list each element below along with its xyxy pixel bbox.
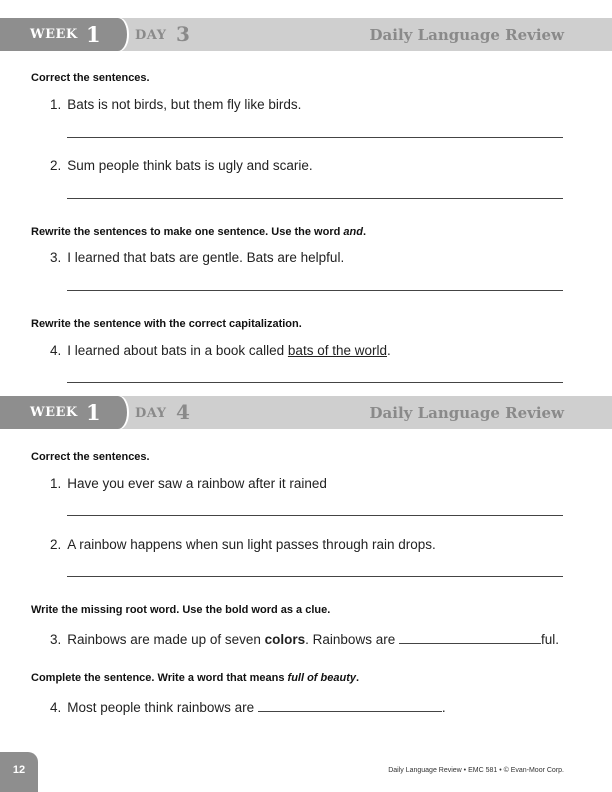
- fill-in-blank[interactable]: [399, 631, 541, 644]
- item-4: [50, 699, 446, 715]
- item-text: Rainbows are made up of seven: [67, 632, 265, 647]
- instruction-text: Rewrite the sentences to make one sentence. Use the word: [31, 226, 344, 238]
- instruction-keyword: full of beauty: [287, 672, 356, 684]
- item-text: I learned about bats in a book called: [67, 343, 288, 358]
- item-number: 2.: [50, 537, 62, 552]
- week-number: 1: [86, 400, 101, 425]
- answer-line[interactable]: [67, 198, 563, 199]
- day-label: DAY: [135, 28, 167, 43]
- answer-line[interactable]: [67, 290, 563, 291]
- item-number: 2.: [50, 158, 62, 173]
- week-label: WEEK: [30, 27, 78, 42]
- item-text: A rainbow happens when sun light passes through rain drops.: [67, 537, 436, 552]
- day-number: 4: [176, 400, 190, 424]
- instruction-keyword: and: [343, 226, 363, 238]
- week-number: 1: [86, 22, 101, 47]
- item-1: [50, 97, 301, 112]
- item-3: [50, 250, 344, 265]
- instruction-combine: [31, 226, 366, 238]
- clue-word: colors: [264, 632, 306, 647]
- item-number: 3.: [50, 632, 62, 647]
- answer-line[interactable]: [67, 137, 563, 138]
- item-number: 1.: [50, 97, 62, 112]
- item-text: . Rainbows are: [305, 632, 399, 647]
- instruction-period: .: [362, 226, 367, 238]
- instruction-correct: Correct the sentences.: [31, 72, 150, 84]
- item-suffix: ful.: [540, 632, 559, 647]
- item-text: I learned that bats are gentle. Bats are helpful.: [67, 250, 345, 265]
- instruction-text: Complete the sentence. Write a word that means: [31, 672, 288, 684]
- item-2: [50, 158, 313, 173]
- item-2: [50, 537, 436, 552]
- item-number: 1.: [50, 476, 62, 491]
- item-number: 4.: [50, 343, 62, 358]
- instruction-correct: Correct the sentences.: [31, 451, 150, 463]
- day-label: DAY: [135, 406, 167, 421]
- banner-title: Daily Language Review: [369, 26, 564, 44]
- week-label: WEEK: [30, 405, 78, 420]
- instruction-capitalization: Rewrite the sentence with the correct capitalization.: [31, 318, 302, 330]
- item-1: [50, 476, 327, 491]
- answer-line[interactable]: [67, 382, 563, 383]
- banner-week1-day3: [0, 18, 612, 51]
- item-period: .: [386, 343, 391, 358]
- answer-line[interactable]: [67, 576, 563, 577]
- banner-week1-day4: [0, 396, 612, 429]
- instruction-complete: [31, 672, 359, 684]
- item-3: [50, 631, 559, 647]
- page-number: 12: [0, 752, 38, 792]
- instruction-period: .: [355, 672, 360, 684]
- item-text: Sum people think bats is ugly and scarie.: [67, 158, 313, 173]
- item-number: 3.: [50, 250, 62, 265]
- item-text: Most people think rainbows are: [67, 700, 258, 715]
- book-title: bats of the world: [287, 343, 387, 358]
- item-period: .: [441, 700, 446, 715]
- item-text: Bats is not birds, but them fly like birds.: [67, 97, 302, 112]
- instruction-root-word: Write the missing root word. Use the bold word as a clue.: [31, 604, 331, 616]
- answer-line[interactable]: [67, 515, 563, 516]
- footer-credit: Daily Language Review • EMC 581 • © Evan-Moor Corp.: [388, 767, 564, 774]
- item-number: 4.: [50, 700, 62, 715]
- week-tab: [0, 18, 118, 51]
- item-text: Have you ever saw a rainbow after it rained: [67, 476, 327, 491]
- day-number: 3: [176, 22, 190, 46]
- banner-title: Daily Language Review: [369, 404, 564, 422]
- week-tab: [0, 396, 118, 429]
- item-4: [50, 343, 391, 358]
- fill-in-blank[interactable]: [258, 699, 442, 712]
